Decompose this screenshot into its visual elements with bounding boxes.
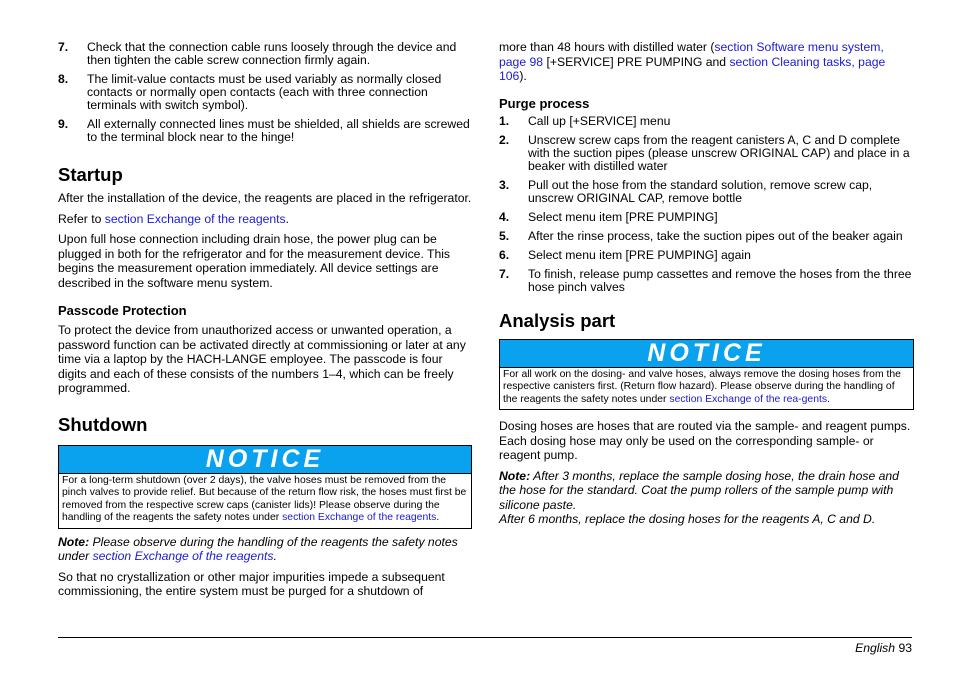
analysis-heading: Analysis part — [499, 309, 616, 331]
shutdown-paragraph: So that no crystallization or other major impurities impede a subsequent commissioning, the entire system must be purged for a shutdown of — [58, 569, 445, 599]
list-item: 9. All externally connected lines must be shielded, all shields are screwed to the terminal block near to the hinge! — [58, 117, 470, 144]
link-exchange-reagents[interactable]: section Exchange of the reagents — [104, 211, 286, 226]
shutdown-notice-box — [58, 445, 472, 529]
startup-power-paragraph: Upon full hose connection including drain hose, the power plug can be plugged in both for the refrigerator and for the measurement device. This begins the measurement operation immediately. All device settings are described in the software menu system. — [58, 232, 451, 290]
list-item: 2. Unscrew screw caps from the reagent canisters A, C and D complete with the suction pipes (please unscrew ORIGINAL CAP) and place in a beaker with distilled water — [499, 132, 910, 173]
startup-refer-paragraph: Refer to section Exchange of the reagents. — [58, 211, 290, 226]
list-item: 8. The limit-value contacts must be used variably as normally closed contacts or normally open contacts (each with three connection terminals with switch symbol). — [58, 72, 442, 112]
passcode-heading: Passcode Protection — [58, 303, 187, 318]
page-number: 93 — [898, 641, 912, 655]
startup-paragraph: After the installation of the device, the reagents are placed in the refrigerator. — [58, 191, 472, 205]
list-item: 3. Pull out the hose from the standard solution, remove screw cap, unscrew ORIGINAL CAP, remove bottle — [499, 177, 873, 205]
list-item: 1. Call up [+SERVICE] menu — [499, 113, 671, 128]
list-item: 6. Select menu item [PRE PUMPING] again — [499, 247, 751, 262]
purge-heading: Purge process — [499, 95, 590, 111]
link-exchange-reagents[interactable]: section Exchange of the reagents — [282, 512, 437, 524]
left-column — [58, 40, 472, 599]
notice-body: For all work on the dosing- and valve hoses, always remove the dosing hoses from the respective canisters first. (Return flow hazard). Please observe during the handling of the reagents the safety notes under section Exchange of the rea-gents. — [503, 368, 901, 405]
link-cleaning-tasks[interactable]: section Cleaning tasks, page 106 — [499, 54, 886, 83]
link-exchange-reagents[interactable]: section Exchange of the reagents — [92, 549, 274, 564]
continued-paragraph: more than 48 hours with distilled water (section Software menu system, page 98 [+SERVICE] PRE PUMPING and section Cleaning tasks, page 106). — [499, 40, 886, 83]
notice-header: NOTICE — [500, 340, 913, 368]
analysis-note: Note: After 3 months, replace the sample dosing hose, the drain hose and the hose for the standard. Coat the pump rollers of the sample pump with silicone paste. — [499, 468, 899, 512]
page-footer — [855, 641, 912, 655]
shutdown-note: Note: Please observe during the handling of the reagents the safety notes under section Exchange of the reagents. — [58, 534, 458, 564]
right-column — [499, 40, 914, 527]
list-item: 4. Select menu item [PRE PUMPING] — [499, 209, 718, 224]
startup-heading: Startup — [58, 164, 123, 185]
link-software-menu[interactable]: section Software menu system, page 98 — [499, 40, 884, 69]
list-item: 7. To finish, release pump cassettes and remove the hoses from the three hose pinch valves — [499, 266, 912, 294]
notice-body: For a long-term shutdown (over 2 days), the valve hoses must be removed from the pinch valves to provide relief. But because of the return flow risk, the hoses must first be removed from the respective screw caps (canister lids)! Please observe during the handling of the reagents the safety notes under section Exchange of the reagents. — [62, 474, 467, 524]
analysis-note-continued: After 6 months, replace the dosing hoses for the reagents A, C and D. — [499, 512, 876, 527]
analysis-notice-box — [499, 339, 914, 411]
notice-header: NOTICE — [59, 446, 471, 474]
list-item: 7. Check that the connection cable runs loosely through the device and then tighten the cable screw connection firmly again. — [58, 40, 457, 67]
list-item: 5. After the rinse process, take the suction pipes out of the beaker again — [499, 228, 903, 243]
link-exchange-reagents[interactable]: section Exchange of the rea-gents — [669, 393, 828, 405]
footer-language: English — [855, 641, 896, 655]
purge-steps-list — [499, 115, 914, 294]
install-steps-list — [58, 41, 472, 144]
footer-divider — [58, 637, 912, 638]
shutdown-heading: Shutdown — [58, 413, 148, 435]
passcode-paragraph: To protect the device from unauthorized access or unwanted operation, a password function can be activated directly at commissioning or later at any time via a laptop by the HACH-LANGE employee. The passcode is four digits and each of these consists of the numbers 1–4, which can be freely programmed. — [58, 323, 466, 395]
analysis-paragraph: Dosing hoses are hoses that are routed via the sample- and reagent pumps. Each dosing hose may only be used on the corresponding sample- or reagent pump. — [499, 419, 911, 463]
